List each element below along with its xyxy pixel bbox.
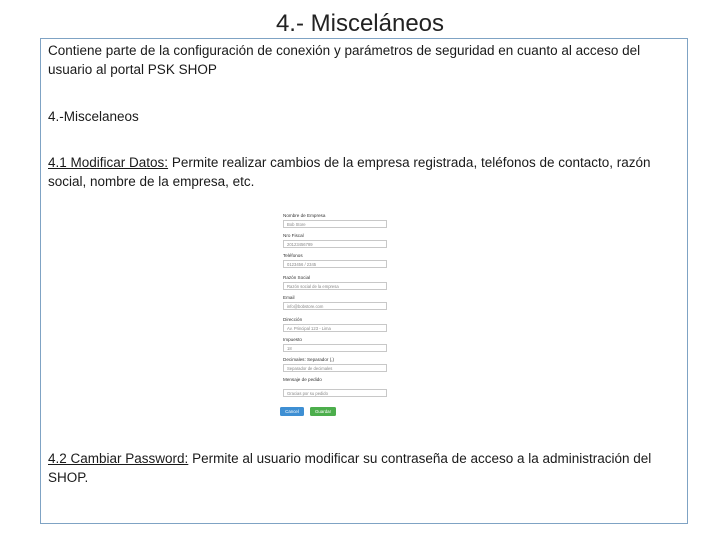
section-heading: 4.-Miscelaneos <box>48 109 139 124</box>
form-input-empresa[interactable]: Bob Store <box>283 220 387 228</box>
slide-title: 4.- Misceláneos <box>275 10 445 37</box>
form-label-razon: Razón Social <box>283 275 311 280</box>
item-modificar-datos-text: Permite realizar cambios de la empresa registrada, teléfonos de contacto, razón social, nombre de la empresa, etc. <box>48 155 651 189</box>
form-label-email: Email <box>283 295 295 300</box>
intro-paragraph: Contiene parte de la configuración de conexión y parámetros de seguridad en cuanto al acceso del usuario al portal PSK SHOP <box>48 43 641 77</box>
form-label-decimales: Decimales: Separador (,) <box>283 357 335 362</box>
item-cambiar-password-text: Permite al usuario modificar su contraseña de acceso a la administración del SHOP. <box>48 451 652 485</box>
company-data-form-screenshot <box>283 213 393 423</box>
form-input-email[interactable]: info@bobstore.com <box>283 302 387 310</box>
form-input-mensaje[interactable]: Gracias por su pedido <box>283 389 387 397</box>
form-input-fiscal[interactable]: 20123456789 <box>283 240 387 248</box>
item-cambiar-password-title: 4.2 Cambiar Password: <box>48 451 189 466</box>
form-label-impuesto: Impuesto <box>283 337 302 342</box>
form-input-telefonos[interactable]: 0123456 / 2345 <box>283 260 387 268</box>
cancel-button[interactable]: Cancel <box>280 407 304 416</box>
form-input-direccion[interactable]: Av. Principal 123 - Lima <box>283 324 387 332</box>
form-label-direccion: Dirección <box>283 317 303 322</box>
form-label-empresa: Nombre de Empresa <box>283 213 326 218</box>
form-label-mensaje: Mensaje de pedido <box>283 377 322 382</box>
form-input-decimales[interactable]: Separador de decimales <box>283 364 387 372</box>
form-input-impuesto[interactable]: 18 <box>283 344 387 352</box>
item-cambiar-password <box>48 449 680 487</box>
save-button[interactable]: Guardar <box>310 407 336 416</box>
form-input-razon[interactable]: Razón social de la empresa <box>283 282 387 290</box>
item-modificar-datos <box>48 153 680 191</box>
content-box <box>40 38 688 524</box>
form-label-telefonos: Teléfonos <box>283 253 303 258</box>
item-modificar-datos-title: 4.1 Modificar Datos: <box>48 155 169 170</box>
form-label-fiscal: Nro Fiscal <box>283 233 304 238</box>
